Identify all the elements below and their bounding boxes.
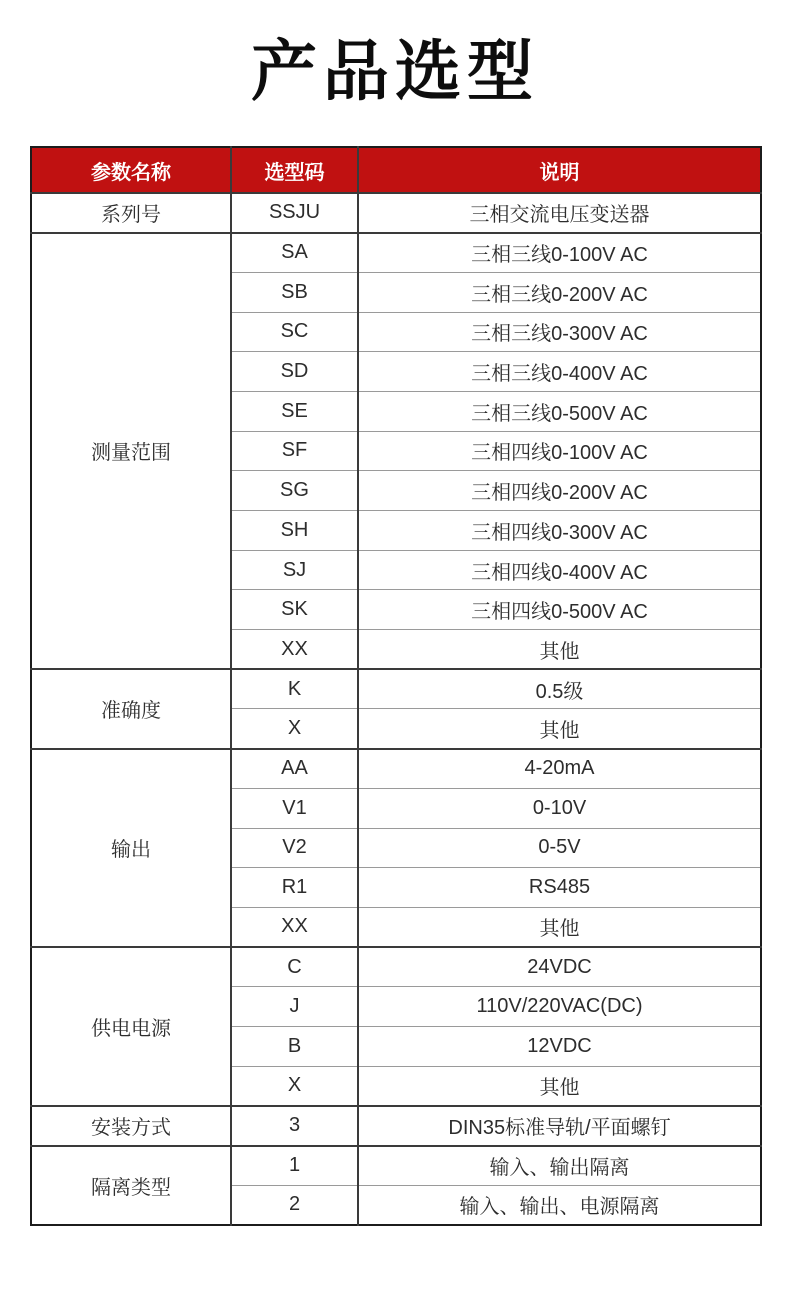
selection-code-cell: J	[231, 987, 358, 1027]
description-cell: 其他	[358, 907, 761, 947]
table-body	[31, 193, 761, 1225]
description-cell: 三相三线0-200V AC	[358, 272, 761, 312]
page-title: 产品选型	[251, 34, 539, 108]
description-cell: 三相三线0-400V AC	[358, 352, 761, 392]
description-cell: RS485	[358, 868, 761, 908]
description-cell: 其他	[358, 630, 761, 670]
table-row	[31, 1146, 761, 1186]
description-cell: 其他	[358, 1066, 761, 1106]
description-cell: 12VDC	[358, 1026, 761, 1066]
description-cell: 其他	[358, 709, 761, 749]
description-cell: 三相四线0-100V AC	[358, 431, 761, 471]
selection-code-cell: R1	[231, 868, 358, 908]
selection-code-cell: SK	[231, 590, 358, 630]
selection-code-cell: SE	[231, 391, 358, 431]
parameter-name-cell: 供电电源	[31, 947, 231, 1106]
selection-code-cell: X	[231, 1066, 358, 1106]
selection-code-cell: C	[231, 947, 358, 987]
selection-code-cell: K	[231, 669, 358, 709]
description-cell: 110V/220VAC(DC)	[358, 987, 761, 1027]
description-cell: 输入、输出、电源隔离	[358, 1185, 761, 1225]
selection-code-cell: AA	[231, 749, 358, 789]
table-row	[31, 669, 761, 709]
table-row	[31, 233, 761, 273]
description-cell: 0.5级	[358, 669, 761, 709]
selection-code-cell: SG	[231, 471, 358, 511]
parameter-name-cell: 安装方式	[31, 1106, 231, 1146]
selection-code-cell: SB	[231, 272, 358, 312]
description-cell: DIN35标准导轨/平面螺钉	[358, 1106, 761, 1146]
selection-code-cell: SJ	[231, 550, 358, 590]
column-header-parameter-name: 参数名称	[31, 147, 231, 193]
selection-code-cell: SH	[231, 511, 358, 551]
selection-code-cell: SC	[231, 312, 358, 352]
description-cell: 24VDC	[358, 947, 761, 987]
description-cell: 4-20mA	[358, 749, 761, 789]
description-cell: 三相四线0-400V AC	[358, 550, 761, 590]
selection-code-cell: XX	[231, 630, 358, 670]
parameter-name-cell: 测量范围	[31, 233, 231, 670]
table-row	[31, 193, 761, 233]
selection-code-cell: SF	[231, 431, 358, 471]
selection-code-cell: 2	[231, 1185, 358, 1225]
selection-code-cell: XX	[231, 907, 358, 947]
description-cell: 三相三线0-100V AC	[358, 233, 761, 273]
parameter-name-cell: 系列号	[31, 193, 231, 233]
description-cell: 0-10V	[358, 788, 761, 828]
parameter-name-cell: 准确度	[31, 669, 231, 748]
table-header	[31, 147, 761, 193]
selection-code-cell: 3	[231, 1106, 358, 1146]
column-header-selection-code: 选型码	[231, 147, 358, 193]
description-cell: 三相交流电压变送器	[358, 193, 761, 233]
selection-code-cell: V1	[231, 788, 358, 828]
selection-code-cell: V2	[231, 828, 358, 868]
table-row	[31, 947, 761, 987]
product-selection-table	[30, 146, 762, 1226]
selection-code-cell: B	[231, 1026, 358, 1066]
table-row	[31, 1106, 761, 1146]
description-cell: 三相四线0-300V AC	[358, 511, 761, 551]
description-cell: 输入、输出隔离	[358, 1146, 761, 1186]
parameter-name-cell: 隔离类型	[31, 1146, 231, 1225]
description-cell: 三相三线0-300V AC	[358, 312, 761, 352]
selection-code-cell: SA	[231, 233, 358, 273]
description-cell: 三相四线0-500V AC	[358, 590, 761, 630]
parameter-name-cell: 输出	[31, 749, 231, 947]
selection-code-cell: 1	[231, 1146, 358, 1186]
column-header-description: 说明	[358, 147, 761, 193]
description-cell: 三相三线0-500V AC	[358, 391, 761, 431]
description-cell: 三相四线0-200V AC	[358, 471, 761, 511]
table-header-row	[31, 147, 761, 193]
selection-code-cell: X	[231, 709, 358, 749]
table-row	[31, 749, 761, 789]
description-cell: 0-5V	[358, 828, 761, 868]
selection-code-cell: SD	[231, 352, 358, 392]
selection-code-cell: SSJU	[231, 193, 358, 233]
